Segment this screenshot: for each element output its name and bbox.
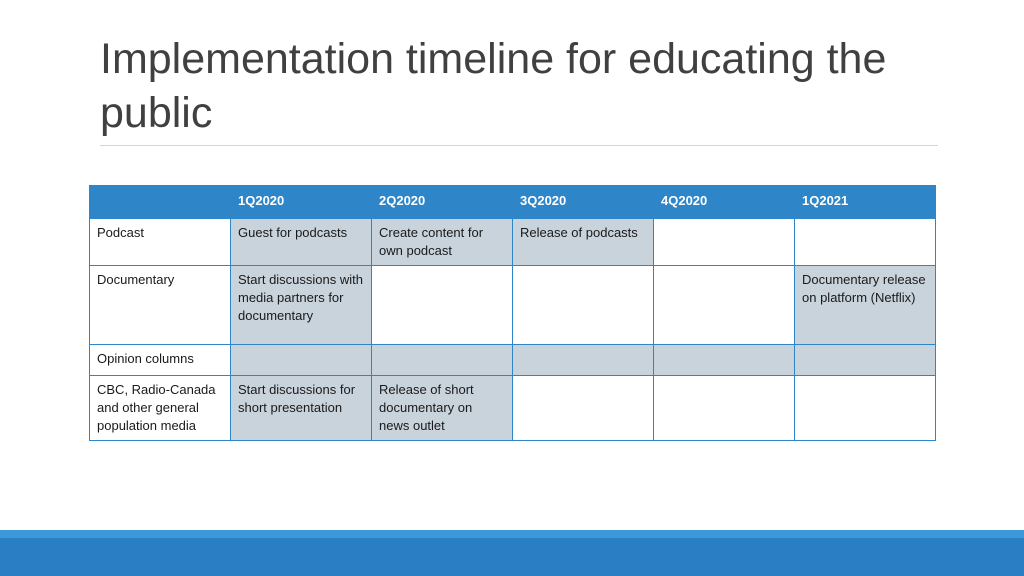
row-label-cbc-media: CBC, Radio-Canada and other general population media: [90, 376, 231, 441]
table-row-cbc-media: [90, 376, 936, 441]
header-cell-corner: [90, 186, 231, 219]
table-cell: [231, 345, 372, 376]
table-header-row: [90, 186, 936, 219]
title-divider: [100, 145, 938, 146]
row-label-podcast: Podcast: [90, 219, 231, 266]
header-cell-3q2020: 3Q2020: [513, 186, 654, 219]
header-cell-1q2020: 1Q2020: [231, 186, 372, 219]
header-cell-1q2021: 1Q2021: [795, 186, 936, 219]
table-cell: Create content for own podcast: [372, 219, 513, 266]
timeline-table: [89, 185, 936, 441]
table-cell: Start discussions with media partners for documentary: [231, 266, 372, 345]
table-row-opinion-columns: [90, 345, 936, 376]
table-cell: [513, 266, 654, 345]
table-cell: [654, 266, 795, 345]
table-cell: Guest for podcasts: [231, 219, 372, 266]
row-label-documentary: Documentary: [90, 266, 231, 345]
table-cell: [795, 345, 936, 376]
table-cell: [795, 219, 936, 266]
table-row-documentary: [90, 266, 936, 345]
row-label-opinion-columns: Opinion columns: [90, 345, 231, 376]
header-cell-4q2020: 4Q2020: [654, 186, 795, 219]
table-cell: [372, 266, 513, 345]
table-cell: [513, 376, 654, 441]
table-cell: Release of short documentary on news outlet: [372, 376, 513, 441]
table-cell: Release of podcasts: [513, 219, 654, 266]
table-cell: Documentary release on platform (Netflix): [795, 266, 936, 345]
footer-band-highlight: [0, 530, 1024, 538]
table-cell: [795, 376, 936, 441]
table-cell: Start discussions for short presentation: [231, 376, 372, 441]
table-cell: [372, 345, 513, 376]
table-cell: [654, 345, 795, 376]
slide-title: Implementation timeline for educating the public: [100, 35, 887, 137]
table-row-podcast: [90, 219, 936, 266]
header-cell-2q2020: 2Q2020: [372, 186, 513, 219]
table-cell: [654, 376, 795, 441]
table-cell: [654, 219, 795, 266]
table-cell: [513, 345, 654, 376]
